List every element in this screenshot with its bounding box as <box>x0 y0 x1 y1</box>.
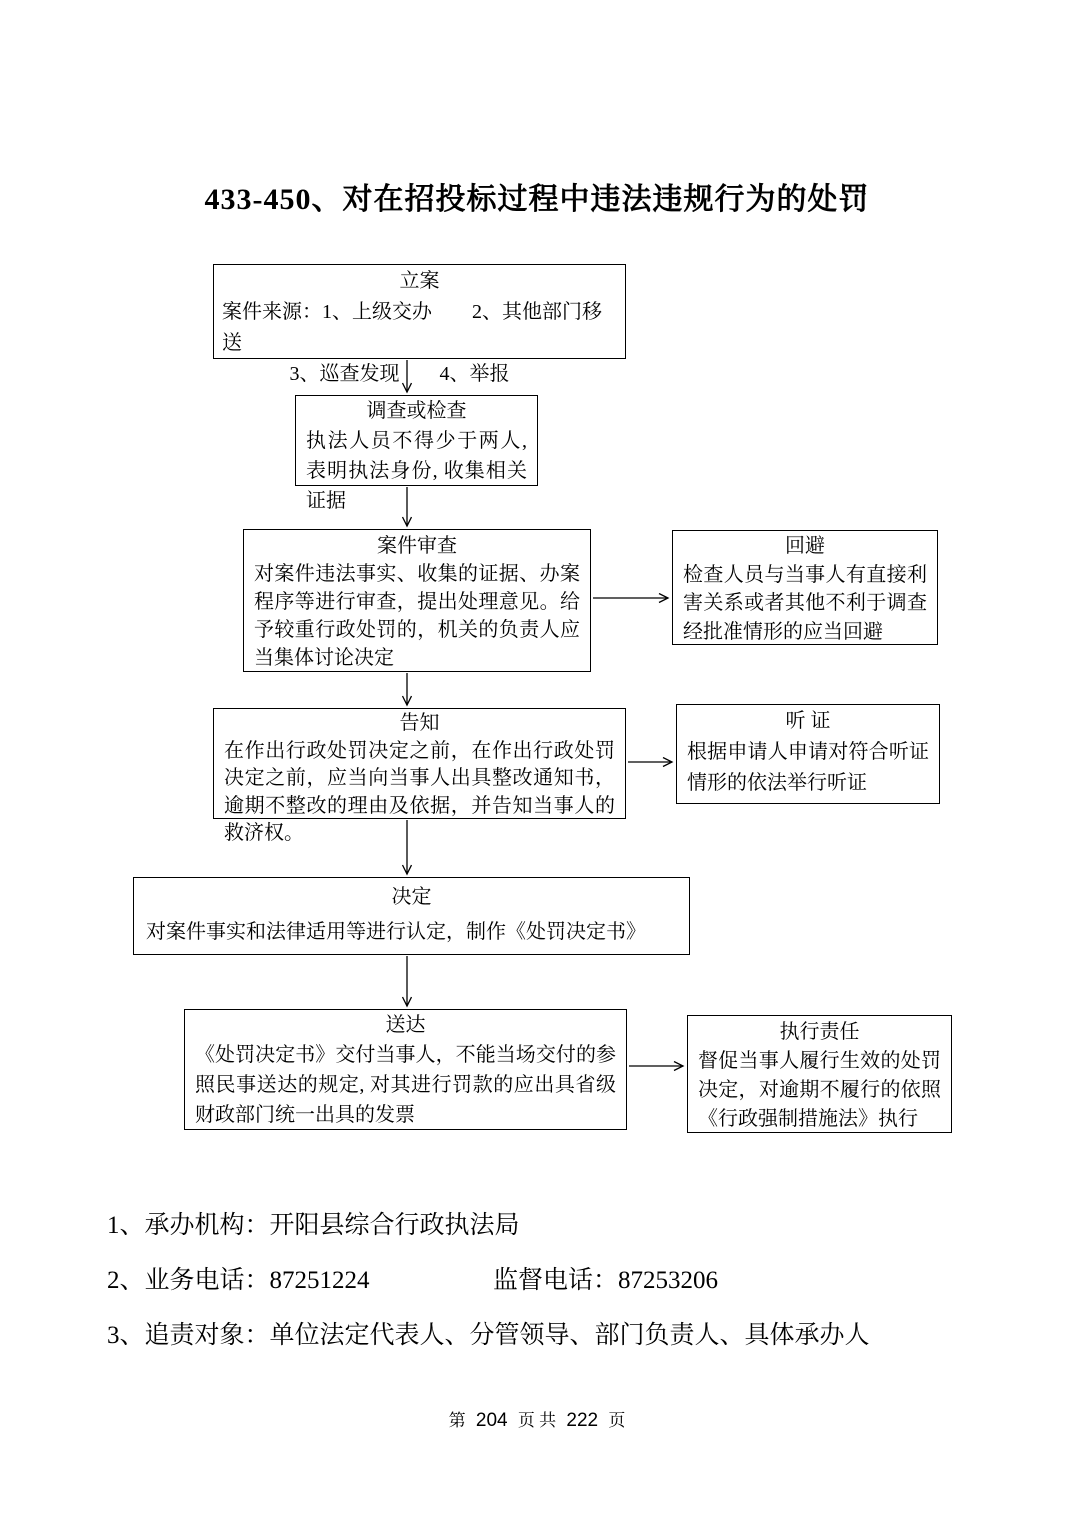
flow-node-execution-title: 执行责任 <box>779 1021 860 1043</box>
flow-node-investigation-title: 调查或检查 <box>366 400 467 422</box>
flow-node-notification-body: 在作出行政处罚决定之前，在作出行政处罚决定之前，应当向当事人出具整改通知书，逾期不整改的理由及依据，并告知当事人的救济权。 <box>224 739 615 844</box>
flow-node-decision-body: 对案件事实和法律适用等进行认定，制作《处罚决定书》 <box>146 921 646 943</box>
flow-node-hearing-body: 根据申请人申请对符合听证情形的依法举行听证 <box>687 741 929 794</box>
flow-node-execution <box>687 1015 952 1133</box>
note-supervision-phone: 监督电话：87253206 <box>493 1267 719 1294</box>
note-phones <box>107 1260 719 1296</box>
note-agency: 1、承办机构：开阳县综合行政执法局 <box>107 1212 520 1239</box>
page-title: 433-450、对在招投标过程中违法违规行为的处罚 <box>204 183 870 216</box>
flow-node-decision-title: 决定 <box>391 886 432 908</box>
footer-suffix: 页 <box>608 1411 626 1430</box>
flow-node-review-title: 案件审查 <box>377 535 457 557</box>
flow-node-hearing-title: 听 证 <box>785 710 831 732</box>
flow-node-filing-sources-line1: 案件来源：1、上级交办 2、其他部门移送 <box>222 301 602 354</box>
footer-prefix: 第 <box>448 1411 466 1430</box>
flow-node-notification-title: 告知 <box>399 712 440 734</box>
footer-total-pages: 222 <box>566 1410 599 1431</box>
footer-middle: 页 共 <box>517 1411 557 1430</box>
flow-node-investigation <box>295 395 538 512</box>
flow-node-investigation-body: 执法人员不得少于两人, 表明执法身份, 收集相关证据 <box>306 430 527 512</box>
note-business-phone: 2、业务电话：87251224 <box>107 1267 370 1294</box>
note-accountability: 3、追责对象：单位法定代表人、分管领导、部门负责人、具体承办人 <box>107 1322 870 1349</box>
flow-node-filing-sources-line2: 3、巡查发现 4、举报 <box>289 363 510 385</box>
flow-node-execution-body: 督促当事人履行生效的处罚决定，对逾期不履行的依照《行政强制措施法》执行 <box>698 1050 941 1130</box>
flow-node-hearing <box>676 704 940 804</box>
page-footer <box>0 1406 1074 1432</box>
flow-node-review <box>243 529 591 672</box>
flow-node-filing-title: 立案 <box>399 270 440 292</box>
flow-node-notification <box>213 708 626 844</box>
flow-node-recusal <box>672 530 938 645</box>
footer-page-number: 204 <box>475 1410 508 1431</box>
flow-node-recusal-title: 回避 <box>785 535 825 557</box>
flow-node-delivery-title: 送达 <box>385 1014 426 1036</box>
flow-node-delivery-body: 《处罚决定书》交付当事人，不能当场交付的参照民事送达的规定, 对其进行罚款的应出具省级财政部门统一出具的发票 <box>195 1044 616 1126</box>
flow-node-decision <box>133 877 690 955</box>
flow-node-review-body: 对案件违法事实、收集的证据、办案程序等进行审查，提出处理意见。给予较重行政处罚的，机关的负责人应当集体讨论决定 <box>254 563 580 669</box>
flow-node-delivery <box>184 1009 627 1130</box>
flow-node-filing <box>213 264 626 385</box>
flow-node-recusal-body: 检查人员与当事人有直接利害关系或者其他不利于调查经批准情形的应当回避 <box>683 563 927 643</box>
